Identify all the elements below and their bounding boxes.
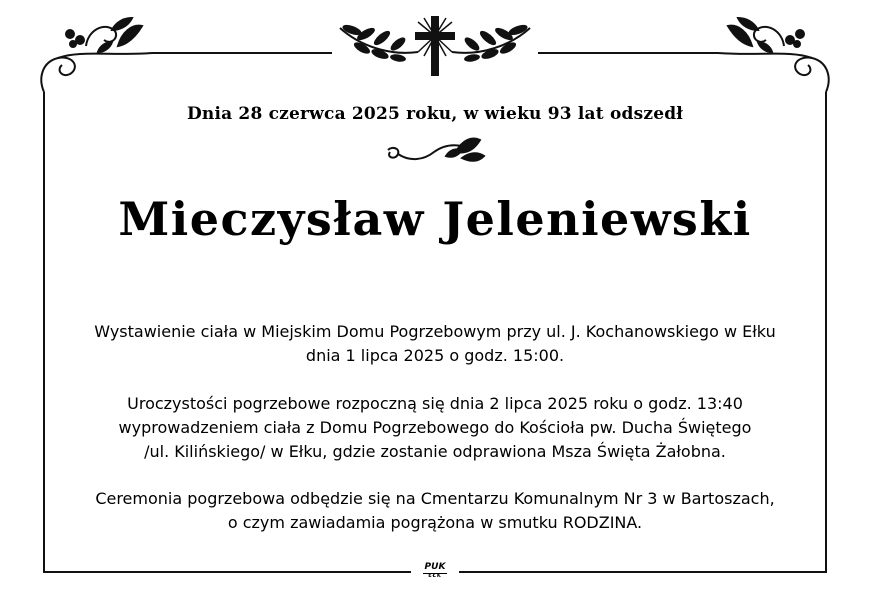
logo-sub-text: EŁK [423,573,447,579]
paragraph-ceremonies [0,392,870,464]
corner-flourish-right-icon [718,18,829,92]
logo-main-text: PUK [424,562,446,572]
cross-with-laurel-icon [340,16,530,76]
paragraph-line: dnia 1 lipca 2025 o godz. 15:00. [305,346,565,365]
paragraph-line: /ul. Kilińskiego/ w Ełku, gdzie zostanie odprawiona Msza Święta Żałobna. [144,442,726,461]
puk-logo [415,563,455,579]
paragraph-line: Uroczystości pogrzebowe rozpoczną się dnia 2 lipca 2025 roku o godz. 13:40 [127,394,743,413]
intro-text: Dnia 28 czerwca 2025 roku, w wieku 93 lat odszedł [186,104,684,124]
paragraph-line: Ceremonia pogrzebowa odbędzie się na Cmentarzu Komunalnym Nr 3 w Bartoszach, [95,489,775,508]
paragraph-line: o czym zawiadamia pogrążona w smutku RODZINA. [227,513,643,532]
deceased-name: Mieczysław Jeleniewski [118,192,752,246]
paragraph-burial [0,487,870,535]
leaf-swirl-divider-icon [388,139,484,161]
corner-flourish-left-icon [41,18,152,92]
paragraph-viewing [0,320,870,368]
paragraph-line: wyprowadzeniem ciała z Domu Pogrzebowego do Kościoła pw. Ducha Świętego [118,418,752,437]
paragraph-line: Wystawienie ciała w Miejskim Domu Pogrzebowym przy ul. J. Kochanowskiego w Ełku [94,322,776,341]
